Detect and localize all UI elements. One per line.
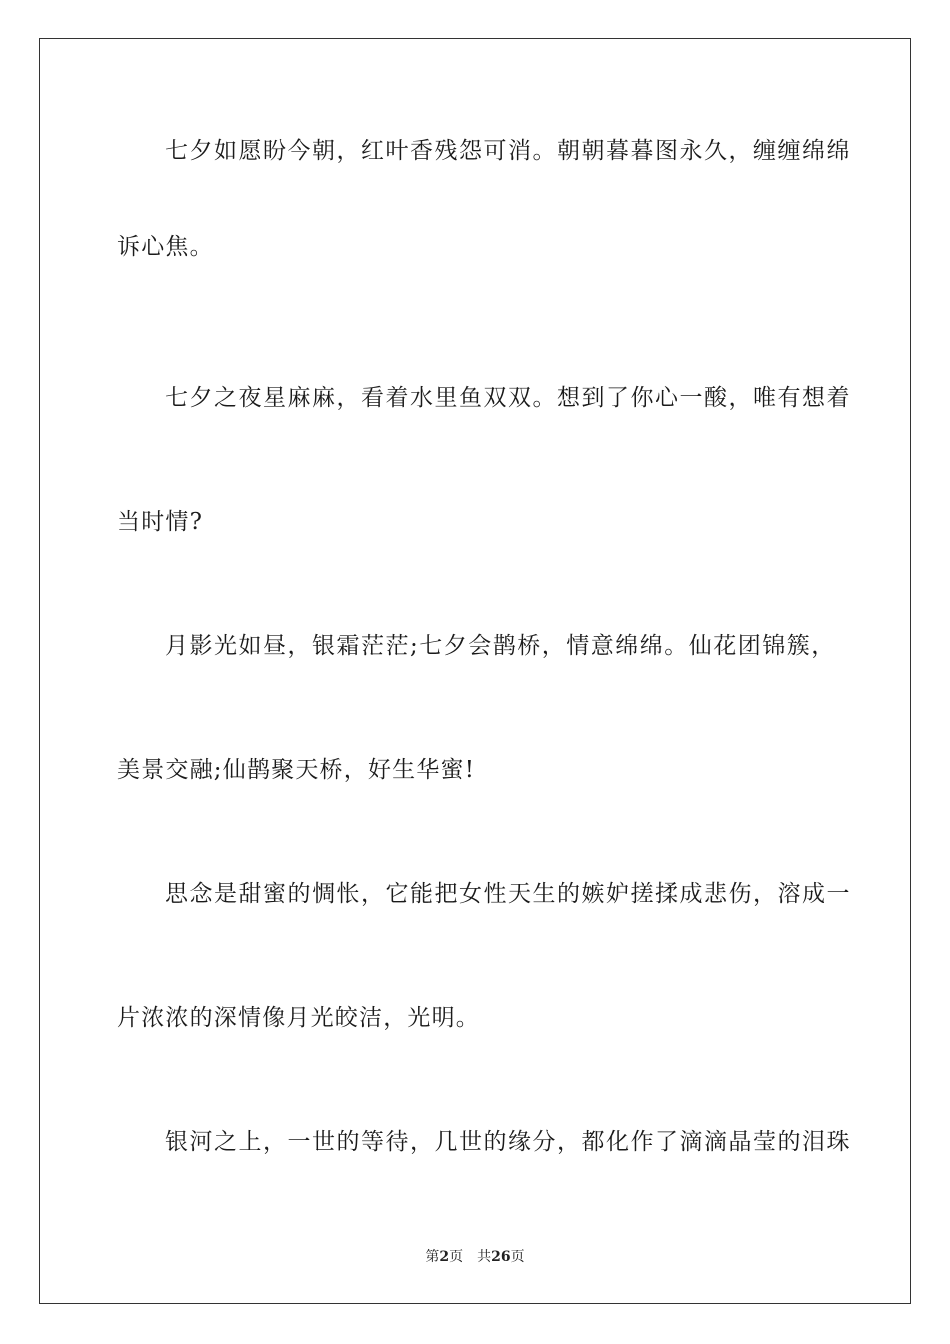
paragraph-1-line-1: 七夕如愿盼今朝，红叶香残怨可消。朝朝暮暮图永久，缠缠绵绵 (165, 138, 851, 164)
total-pages-suffix: 页 (510, 1249, 525, 1265)
paragraph-1-line-2: 诉心焦。 (117, 234, 214, 260)
page-footer (0, 1247, 950, 1267)
paragraph-4-line-2: 片浓浓的深情像月光皎洁，光明。 (117, 1005, 480, 1031)
page-number-suffix: 页 (449, 1249, 464, 1265)
paragraph-4-line-1: 思念是甜蜜的惆怅，它能把女性天生的嫉妒搓揉成悲伤，溶成一 (165, 881, 851, 907)
page-border (39, 38, 911, 1304)
total-page-count: 26 (491, 1249, 511, 1265)
paragraph-2-line-2: 当时情? (117, 509, 204, 535)
paragraph-3-line-1: 月影光如昼，银霜茫茫;七夕会鹊桥，情意绵绵。仙花团锦簇， (165, 633, 836, 659)
paragraph-2-line-1: 七夕之夜星麻麻，看着水里鱼双双。想到了你心一酸，唯有想着 (165, 385, 851, 411)
total-pages-prefix: 共 (477, 1249, 492, 1265)
paragraph-5-line-1: 银河之上，一世的等待，几世的缘分，都化作了滴滴晶莹的泪珠 (165, 1129, 851, 1155)
current-page-number: 2 (439, 1249, 450, 1265)
page-number-prefix: 第 (425, 1249, 440, 1265)
paragraph-3-line-2: 美景交融;仙鹊聚天桥，好生华蜜! (117, 757, 476, 783)
